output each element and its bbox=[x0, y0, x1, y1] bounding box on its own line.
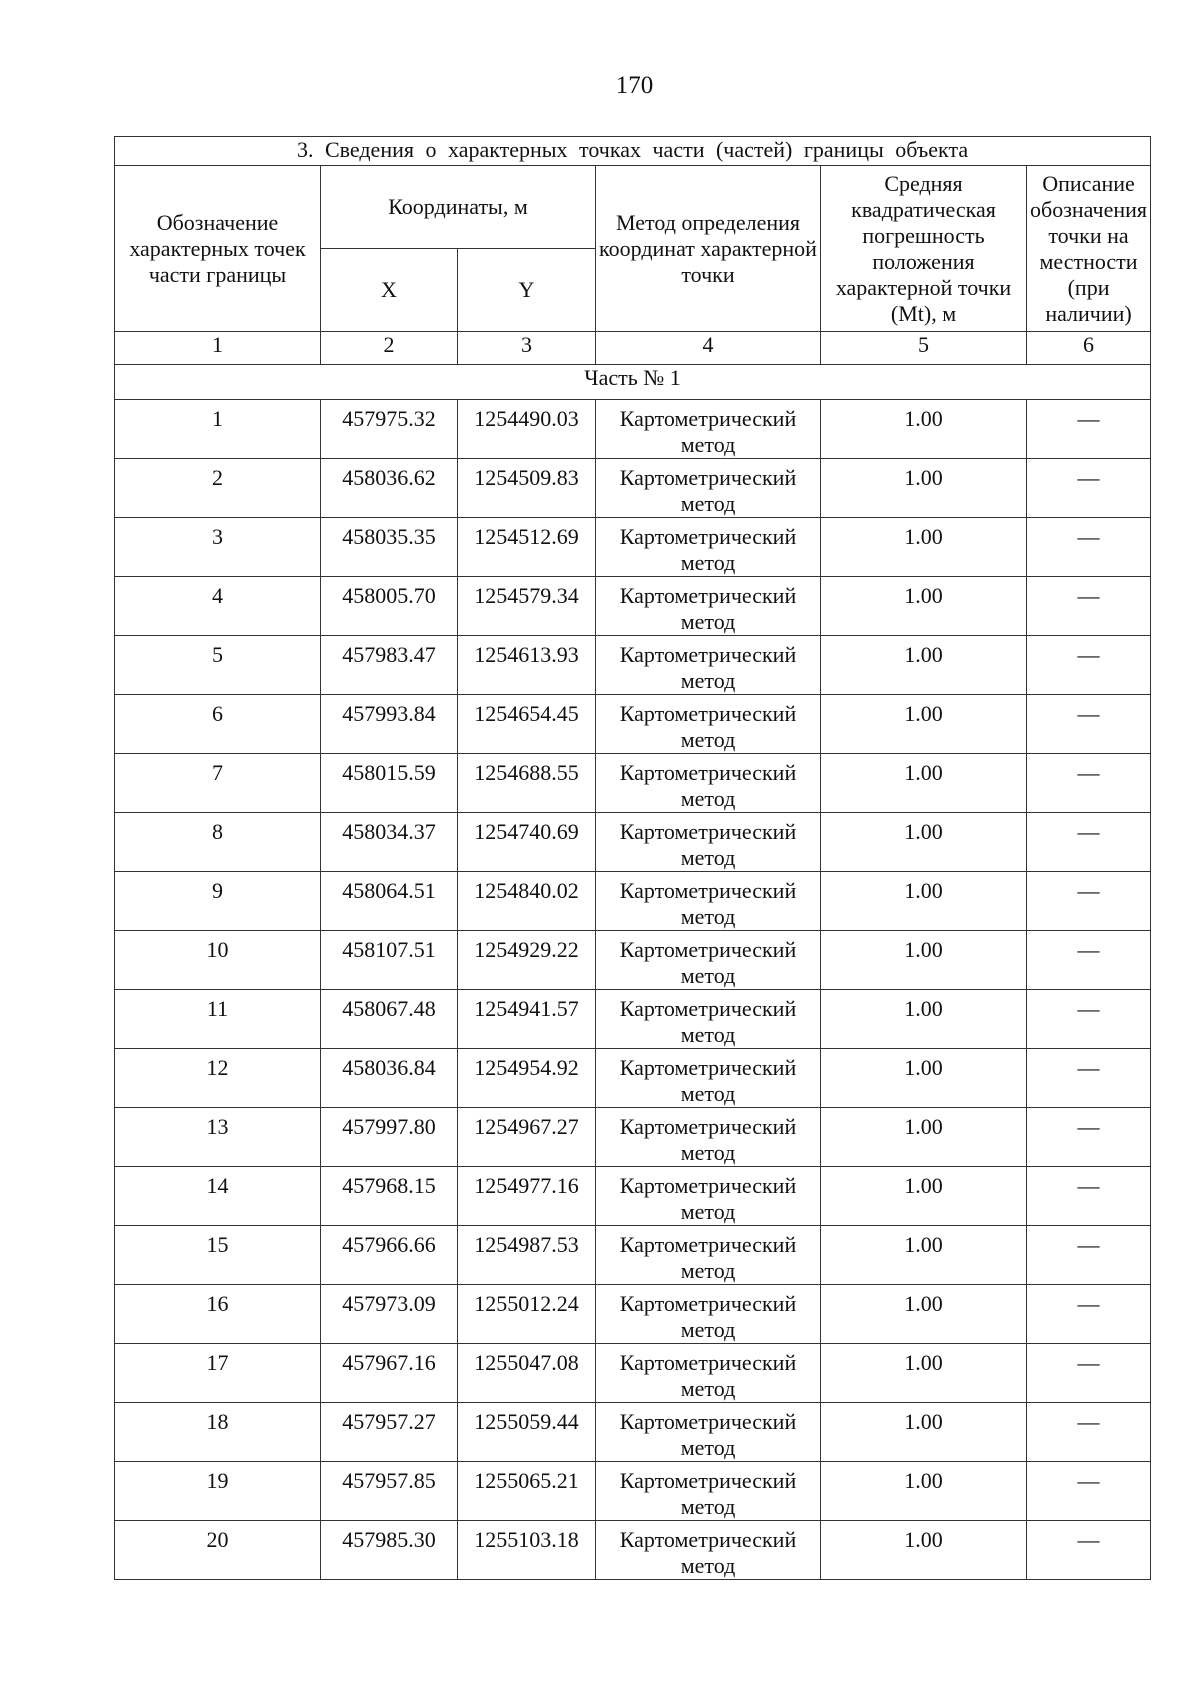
method-cell bbox=[596, 695, 821, 754]
description-cell: — bbox=[1027, 518, 1151, 577]
point-number-cell: 10 bbox=[115, 931, 321, 990]
x-coordinate-cell: 458015.59 bbox=[321, 754, 458, 813]
method-line2: метод bbox=[680, 1258, 736, 1283]
method-line2: метод bbox=[680, 609, 736, 634]
method-line2: метод bbox=[680, 1140, 736, 1165]
x-coordinate-cell: 457957.27 bbox=[321, 1403, 458, 1462]
table-row bbox=[115, 1226, 1151, 1285]
x-coordinate-cell: 458107.51 bbox=[321, 931, 458, 990]
accuracy-cell: 1.00 bbox=[821, 1462, 1027, 1521]
column-numbers-row bbox=[115, 332, 1151, 365]
method-line2: метод bbox=[680, 432, 736, 457]
description-cell: — bbox=[1027, 400, 1151, 459]
accuracy-cell: 1.00 bbox=[821, 1108, 1027, 1167]
y-coordinate-cell: 1254840.02 bbox=[458, 872, 596, 931]
accuracy-cell: 1.00 bbox=[821, 1285, 1027, 1344]
x-coordinate-cell: 458034.37 bbox=[321, 813, 458, 872]
table-row bbox=[115, 813, 1151, 872]
method-line1: Картометрический bbox=[619, 465, 797, 490]
method-line2: метод bbox=[680, 491, 736, 516]
method-line2: метод bbox=[680, 1435, 736, 1460]
method-line1: Картометрический bbox=[619, 996, 797, 1021]
header-method: Метод определения координат характерной точки bbox=[596, 166, 821, 332]
point-number-cell: 3 bbox=[115, 518, 321, 577]
point-number-cell: 1 bbox=[115, 400, 321, 459]
y-coordinate-cell: 1254967.27 bbox=[458, 1108, 596, 1167]
method-line2: метод bbox=[680, 1317, 736, 1342]
accuracy-cell: 1.00 bbox=[821, 1521, 1027, 1580]
points-body bbox=[115, 400, 1151, 1580]
column-number: 4 bbox=[596, 332, 821, 365]
method-line1: Картометрический bbox=[619, 878, 797, 903]
method-line1: Картометрический bbox=[619, 406, 797, 431]
table-row bbox=[115, 1521, 1151, 1580]
method-cell bbox=[596, 931, 821, 990]
description-cell: — bbox=[1027, 1226, 1151, 1285]
description-cell: — bbox=[1027, 459, 1151, 518]
method-line2: метод bbox=[680, 1494, 736, 1519]
description-cell: — bbox=[1027, 1049, 1151, 1108]
table-row bbox=[115, 1285, 1151, 1344]
y-coordinate-cell: 1254954.92 bbox=[458, 1049, 596, 1108]
method-cell bbox=[596, 1226, 821, 1285]
point-number-cell: 12 bbox=[115, 1049, 321, 1108]
method-line1: Картометрический bbox=[619, 1173, 797, 1198]
method-line1: Картометрический bbox=[619, 1291, 797, 1316]
y-coordinate-cell: 1254509.83 bbox=[458, 459, 596, 518]
description-cell: — bbox=[1027, 1344, 1151, 1403]
method-line2: метод bbox=[680, 904, 736, 929]
point-number-cell: 7 bbox=[115, 754, 321, 813]
y-coordinate-cell: 1254740.69 bbox=[458, 813, 596, 872]
method-line2: метод bbox=[680, 786, 736, 811]
method-line1: Картометрический bbox=[619, 701, 797, 726]
point-number-cell: 13 bbox=[115, 1108, 321, 1167]
method-line2: метод bbox=[680, 1199, 736, 1224]
method-cell bbox=[596, 813, 821, 872]
method-cell bbox=[596, 1049, 821, 1108]
point-number-cell: 8 bbox=[115, 813, 321, 872]
method-cell bbox=[596, 1521, 821, 1580]
header-accuracy: Средняя квадратическая погрешность положения характерной точки (Mt), м bbox=[821, 166, 1027, 332]
point-number-cell: 15 bbox=[115, 1226, 321, 1285]
method-cell bbox=[596, 754, 821, 813]
method-line2: метод bbox=[680, 845, 736, 870]
method-line1: Картометрический bbox=[619, 1114, 797, 1139]
y-coordinate-cell: 1254977.16 bbox=[458, 1167, 596, 1226]
method-line1: Картометрический bbox=[619, 819, 797, 844]
method-cell bbox=[596, 1344, 821, 1403]
description-cell: — bbox=[1027, 931, 1151, 990]
method-cell bbox=[596, 1462, 821, 1521]
method-line2: метод bbox=[680, 550, 736, 575]
point-number-cell: 16 bbox=[115, 1285, 321, 1344]
point-number-cell: 20 bbox=[115, 1521, 321, 1580]
table-row bbox=[115, 931, 1151, 990]
method-line1: Картометрический bbox=[619, 1232, 797, 1257]
y-coordinate-cell: 1254987.53 bbox=[458, 1226, 596, 1285]
point-number-cell: 6 bbox=[115, 695, 321, 754]
point-number-cell: 5 bbox=[115, 636, 321, 695]
table-row bbox=[115, 1462, 1151, 1521]
table-row bbox=[115, 1108, 1151, 1167]
table-row bbox=[115, 636, 1151, 695]
method-cell bbox=[596, 872, 821, 931]
x-coordinate-cell: 457973.09 bbox=[321, 1285, 458, 1344]
x-coordinate-cell: 457985.30 bbox=[321, 1521, 458, 1580]
x-coordinate-cell: 457967.16 bbox=[321, 1344, 458, 1403]
table-row bbox=[115, 459, 1151, 518]
method-cell bbox=[596, 1167, 821, 1226]
method-cell bbox=[596, 1108, 821, 1167]
point-number-cell: 4 bbox=[115, 577, 321, 636]
description-cell: — bbox=[1027, 1521, 1151, 1580]
method-cell bbox=[596, 459, 821, 518]
x-coordinate-cell: 458005.70 bbox=[321, 577, 458, 636]
method-cell bbox=[596, 1285, 821, 1344]
column-number: 3 bbox=[458, 332, 596, 365]
accuracy-cell: 1.00 bbox=[821, 518, 1027, 577]
x-coordinate-cell: 458067.48 bbox=[321, 990, 458, 1049]
description-cell: — bbox=[1027, 872, 1151, 931]
description-cell: — bbox=[1027, 813, 1151, 872]
y-coordinate-cell: 1255103.18 bbox=[458, 1521, 596, 1580]
table-row bbox=[115, 1049, 1151, 1108]
table-row bbox=[115, 577, 1151, 636]
accuracy-cell: 1.00 bbox=[821, 754, 1027, 813]
table-row bbox=[115, 695, 1151, 754]
method-cell bbox=[596, 636, 821, 695]
method-line1: Картометрический bbox=[619, 1527, 797, 1552]
x-coordinate-cell: 457983.47 bbox=[321, 636, 458, 695]
method-cell bbox=[596, 400, 821, 459]
x-coordinate-cell: 457966.66 bbox=[321, 1226, 458, 1285]
table-row bbox=[115, 754, 1151, 813]
point-number-cell: 17 bbox=[115, 1344, 321, 1403]
x-coordinate-cell: 458064.51 bbox=[321, 872, 458, 931]
method-line2: метод bbox=[680, 668, 736, 693]
table-row bbox=[115, 1167, 1151, 1226]
header-y: Y bbox=[458, 249, 596, 332]
accuracy-cell: 1.00 bbox=[821, 1344, 1027, 1403]
point-number-cell: 2 bbox=[115, 459, 321, 518]
y-coordinate-cell: 1255059.44 bbox=[458, 1403, 596, 1462]
y-coordinate-cell: 1254490.03 bbox=[458, 400, 596, 459]
x-coordinate-cell: 458035.35 bbox=[321, 518, 458, 577]
page-number: 170 bbox=[615, 72, 654, 99]
y-coordinate-cell: 1255047.08 bbox=[458, 1344, 596, 1403]
method-cell bbox=[596, 518, 821, 577]
accuracy-cell: 1.00 bbox=[821, 459, 1027, 518]
table-row bbox=[115, 990, 1151, 1049]
accuracy-cell: 1.00 bbox=[821, 1049, 1027, 1108]
method-line2: метод bbox=[680, 1376, 736, 1401]
accuracy-cell: 1.00 bbox=[821, 636, 1027, 695]
y-coordinate-cell: 1254654.45 bbox=[458, 695, 596, 754]
part-title: Часть № 1 bbox=[115, 365, 1151, 400]
method-line1: Картометрический bbox=[619, 1409, 797, 1434]
accuracy-cell: 1.00 bbox=[821, 931, 1027, 990]
description-cell: — bbox=[1027, 1462, 1151, 1521]
accuracy-cell: 1.00 bbox=[821, 400, 1027, 459]
x-coordinate-cell: 458036.62 bbox=[321, 459, 458, 518]
method-line2: метод bbox=[680, 1081, 736, 1106]
point-number-cell: 18 bbox=[115, 1403, 321, 1462]
x-coordinate-cell: 457968.15 bbox=[321, 1167, 458, 1226]
header-point-designation: Обозначение характерных точек части границы bbox=[115, 166, 321, 332]
y-coordinate-cell: 1254941.57 bbox=[458, 990, 596, 1049]
accuracy-cell: 1.00 bbox=[821, 872, 1027, 931]
y-coordinate-cell: 1254579.34 bbox=[458, 577, 596, 636]
column-number: 5 bbox=[821, 332, 1027, 365]
x-coordinate-cell: 457975.32 bbox=[321, 400, 458, 459]
method-line2: метод bbox=[680, 963, 736, 988]
table-row bbox=[115, 872, 1151, 931]
description-cell: — bbox=[1027, 1403, 1151, 1462]
header-coordinates: Координаты, м bbox=[321, 166, 596, 249]
description-cell: — bbox=[1027, 695, 1151, 754]
x-coordinate-cell: 457997.80 bbox=[321, 1108, 458, 1167]
method-line1: Картометрический bbox=[619, 760, 797, 785]
column-number: 6 bbox=[1027, 332, 1151, 365]
boundary-points-table bbox=[114, 136, 1151, 1580]
section-title: 3. Сведения о характерных точках части (частей) границы объекта bbox=[115, 137, 1151, 166]
description-cell: — bbox=[1027, 1108, 1151, 1167]
table-row bbox=[115, 1403, 1151, 1462]
method-line1: Картометрический bbox=[619, 524, 797, 549]
x-coordinate-cell: 457993.84 bbox=[321, 695, 458, 754]
table-row bbox=[115, 518, 1151, 577]
table-row bbox=[115, 1344, 1151, 1403]
point-number-cell: 19 bbox=[115, 1462, 321, 1521]
x-coordinate-cell: 457957.85 bbox=[321, 1462, 458, 1521]
accuracy-cell: 1.00 bbox=[821, 1226, 1027, 1285]
point-number-cell: 9 bbox=[115, 872, 321, 931]
y-coordinate-cell: 1255065.21 bbox=[458, 1462, 596, 1521]
method-line1: Картометрический bbox=[619, 1468, 797, 1493]
accuracy-cell: 1.00 bbox=[821, 990, 1027, 1049]
y-coordinate-cell: 1254688.55 bbox=[458, 754, 596, 813]
method-cell bbox=[596, 577, 821, 636]
point-number-cell: 14 bbox=[115, 1167, 321, 1226]
column-number: 1 bbox=[115, 332, 321, 365]
accuracy-cell: 1.00 bbox=[821, 695, 1027, 754]
header-x: X bbox=[321, 249, 458, 332]
method-line1: Картометрический bbox=[619, 1055, 797, 1080]
method-line1: Картометрический bbox=[619, 642, 797, 667]
y-coordinate-cell: 1254613.93 bbox=[458, 636, 596, 695]
y-coordinate-cell: 1255012.24 bbox=[458, 1285, 596, 1344]
accuracy-cell: 1.00 bbox=[821, 1403, 1027, 1462]
description-cell: — bbox=[1027, 636, 1151, 695]
description-cell: — bbox=[1027, 577, 1151, 636]
header-description: Описание обозначения точки на местности (при наличии) bbox=[1027, 166, 1151, 332]
accuracy-cell: 1.00 bbox=[821, 813, 1027, 872]
accuracy-cell: 1.00 bbox=[821, 577, 1027, 636]
method-line1: Картометрический bbox=[619, 1350, 797, 1375]
method-line1: Картометрический bbox=[619, 937, 797, 962]
method-cell bbox=[596, 990, 821, 1049]
method-cell bbox=[596, 1403, 821, 1462]
method-line1: Картометрический bbox=[619, 583, 797, 608]
description-cell: — bbox=[1027, 1285, 1151, 1344]
x-coordinate-cell: 458036.84 bbox=[321, 1049, 458, 1108]
y-coordinate-cell: 1254929.22 bbox=[458, 931, 596, 990]
accuracy-cell: 1.00 bbox=[821, 1167, 1027, 1226]
point-number-cell: 11 bbox=[115, 990, 321, 1049]
method-line2: метод bbox=[680, 727, 736, 752]
table-row bbox=[115, 400, 1151, 459]
column-number: 2 bbox=[321, 332, 458, 365]
y-coordinate-cell: 1254512.69 bbox=[458, 518, 596, 577]
method-line2: метод bbox=[680, 1553, 736, 1578]
description-cell: — bbox=[1027, 1167, 1151, 1226]
description-cell: — bbox=[1027, 754, 1151, 813]
description-cell: — bbox=[1027, 990, 1151, 1049]
method-line2: метод bbox=[680, 1022, 736, 1047]
